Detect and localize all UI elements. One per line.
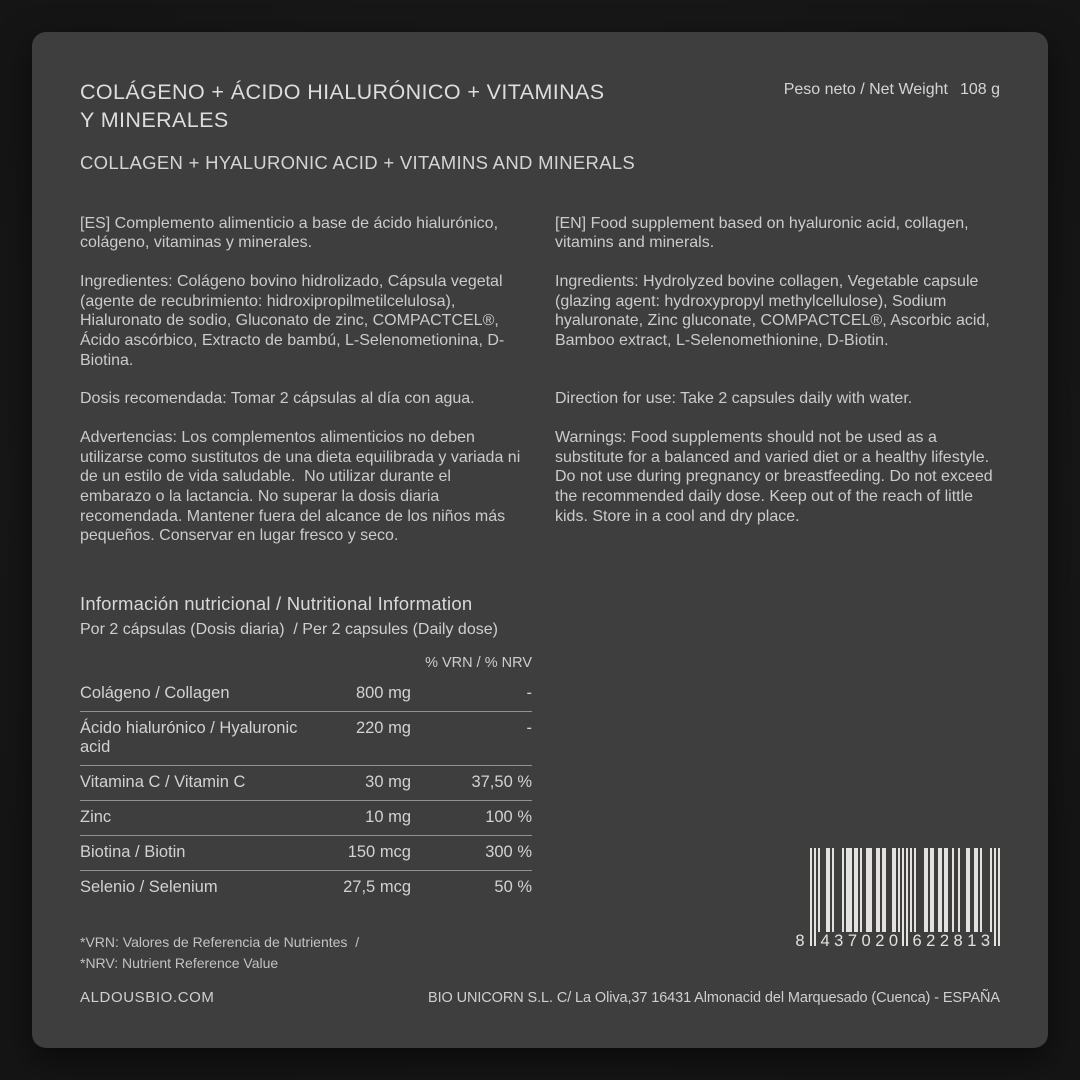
- nutrient-amount: 800 mg: [355, 684, 411, 703]
- vrn-column-header: % VRN / % NRV: [425, 655, 532, 672]
- net-weight-label: Peso neto / Net Weight: [783, 81, 948, 98]
- product-title-es-line2: Y MINERALES: [80, 108, 229, 133]
- ean13-barcode: [794, 848, 1000, 954]
- product-title-es: [80, 78, 605, 135]
- nutrient-amount: 220 mg: [355, 719, 411, 738]
- nutrient-name: Zinc: [80, 808, 112, 827]
- label-panel: [32, 32, 1048, 1048]
- nutrient-vrn: 100 %: [485, 808, 532, 827]
- product-title-es-line1: COLÁGENO + ÁCIDO HIALURÓNICO + VITAMINAS: [80, 80, 605, 104]
- table-row: [80, 711, 532, 765]
- nutrient-vrn: -: [526, 684, 532, 703]
- nutrient-name: Vitamina C / Vitamin C: [80, 773, 246, 792]
- bilingual-text-columns: [80, 214, 1000, 546]
- nutrient-vrn: 50 %: [494, 878, 532, 897]
- nutrition-title: Información nutricional / Nutritional Information: [80, 593, 473, 615]
- product-title-en: COLLAGEN + HYALURONIC ACID + VITAMINS AND MINERALS: [80, 151, 636, 173]
- table-row: [80, 677, 532, 711]
- table-row: [80, 870, 532, 905]
- nutrient-vrn: 300 %: [485, 843, 532, 862]
- company-address: BIO UNICORN S.L. C/ La Oliva,37 16431 Almonacid del Marquesado (Cuenca) - ESPAÑA: [428, 990, 1000, 1006]
- barcode-left-digits: 437020: [820, 932, 903, 950]
- table-row: [80, 765, 532, 800]
- barcode-right-digits: 622813: [912, 932, 995, 950]
- ingredients-en: Ingredients: Hydrolyzed bovine collagen, Vegetable capsule (glazing agent: hydroxypropyl methylcellulose), Sodium hyaluronate, Zinc gluconate, COMPACTCEL®, Ascorbic acid, Bamboo extract, L-Selenomethionine, D-Biotin.: [555, 273, 990, 350]
- net-weight-value: 108 g: [959, 81, 1000, 98]
- website-url: ALDOUSBIO.COM: [80, 989, 215, 1006]
- warnings-en: Warnings: Food supplements should not be used as a substitute for a balanced and varied diet or a healthy lifestyle. Do not use during pregnancy or breastfeeding. Do not exceed the recommended daily dose. Keep out of the reach of little kids. Store in a cool and dry place.: [555, 429, 993, 525]
- nutrient-vrn: 37,50 %: [471, 773, 532, 792]
- nutrition-subtitle: Por 2 cápsulas (Dosis diaria) / Per 2 capsules (Daily dose): [80, 621, 498, 639]
- nutrient-name: Colágeno / Collagen: [80, 684, 230, 703]
- nutrient-name: Selenio / Selenium: [80, 878, 218, 897]
- nutrient-amount: 27,5 mcg: [343, 878, 411, 897]
- label-header: [80, 78, 1000, 135]
- intro-es: [ES] Complemento alimenticio a base de ácido hialurónico, colágeno, vitaminas y minerales.: [80, 214, 499, 252]
- nutrient-name: Biotina / Biotin: [80, 843, 186, 862]
- net-weight: [784, 81, 1000, 99]
- intro-en: [EN] Food supplement based on hyaluronic acid, collagen, vitamins and minerals.: [555, 214, 969, 252]
- nutrient-vrn: -: [526, 719, 532, 738]
- nutrition-table: [80, 655, 532, 905]
- dose-en: Direction for use: Take 2 capsules daily with water.: [555, 390, 913, 408]
- vrn-footnote-line2: *NRV: Nutrient Reference Value: [80, 955, 279, 972]
- warnings-es: Advertencias: Los complementos alimenticios no deben utilizarse como sustitutos de una dieta equilibrada y variada ni de un estilo de vida saludable. No utilizar durante el embarazo o la lactancia. No superar la dosis diaria recomendada. Mantener fuera del alcance de los niños más pequeños. Conservar en lugar fresco y seco.: [80, 429, 525, 545]
- nutrient-amount: 10 mg: [365, 808, 411, 827]
- ingredients-es: Ingredientes: Colágeno bovino hidrolizado, Cápsula vegetal (agente de recubrimiento: hidroxipropilmetilcelulosa), Hialuronato de sodio, Gluconato de zinc, COMPACTCEL®, Ácido ascórbico, Extracto de bambú, L-Selenometionina, D-Biotina.: [80, 273, 505, 369]
- dose-es: Dosis recomendada: Tomar 2 cápsulas al día con agua.: [80, 390, 475, 408]
- vrn-footnote-line1: *VRN: Valores de Referencia de Nutrientes /: [80, 934, 360, 951]
- nutrient-amount: 30 mg: [365, 773, 411, 792]
- label-footer: [80, 989, 1000, 1006]
- table-row: [80, 800, 532, 835]
- barcode-prefix-digit: 8: [795, 932, 805, 950]
- table-row: [80, 835, 532, 870]
- nutrient-name: Ácido hialurónico / Hyaluronic acid: [80, 719, 298, 757]
- nutrient-amount: 150 mcg: [347, 843, 411, 862]
